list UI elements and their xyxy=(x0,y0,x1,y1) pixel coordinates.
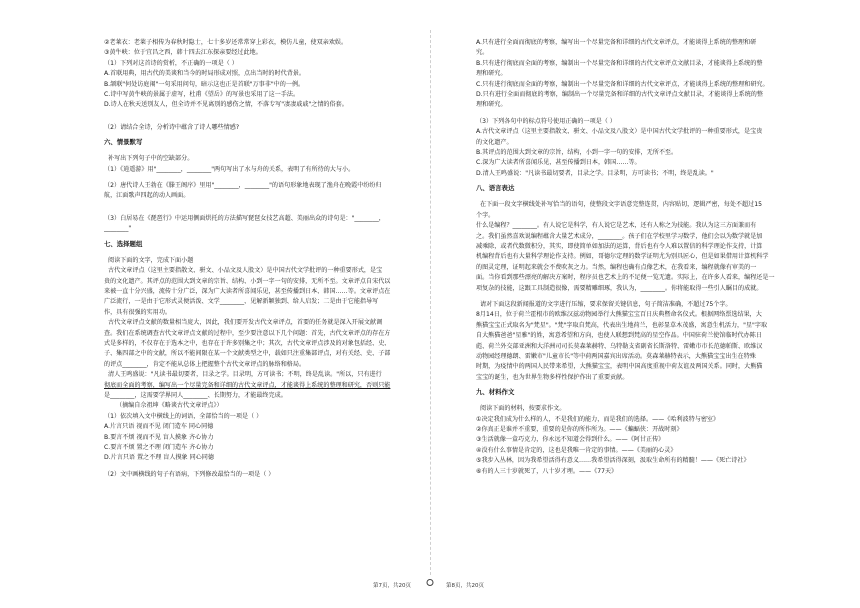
option-c: C.只有进行彻底而全面的考察，编制出一个尽量完备和详细的古代文章评点，才能谈得上系统的整理和研究。 xyxy=(476,80,769,88)
question-1-stem: （1）下列对这首诗的赏析，不正确的一项是（ ） xyxy=(104,59,238,67)
page-footer-right: 第8页，共20页 xyxy=(446,583,484,589)
programming-passage-line: 之。我们虽然喜欢说编程蕴含大量艺术成分，________。孩子们在学校里学习数学，他们会以为数学就是加 xyxy=(476,232,763,240)
fill-in-2-cont: 航，江面歌声四起的动人画面。 xyxy=(104,192,190,200)
fill-in-instruction: 补写出下列句子中的空缺部分。 xyxy=(108,155,194,163)
section-9-heading: 九、材料作文 xyxy=(476,388,515,397)
programming-passage-line: 机编程背后也有大量科学理论作支持。例如，哥德尔定理的数学证明尤为别具匠心，但是如果借用计算机科学 xyxy=(476,253,769,261)
programming-passage-line: 的图灵定理，证明起来就会不费吹灰之力。当然，编程也确有点像艺术，在我看来，编程就像有审美的一 xyxy=(476,263,757,271)
fill-in-3: （3）白居易在《琵琶行》中运用侧面烘托的方法描写琵琶女技艺高超、美丽出众的诗句是："________， xyxy=(104,214,385,222)
programming-passage-line: 项复杂的技能，这跟工具制造很像，需要精雕细琢，我认为，________。你将能取得一些引人瞩目的成就。 xyxy=(476,284,763,292)
news-line: 宝宝的诞生，也为世界生物多样性保护作出了重要贡献。 xyxy=(476,373,629,381)
sub-option-b: B.其评点的范围大到文章的宗旨，结构，小到一字一句的安排，无所不至。 xyxy=(476,149,678,157)
sub-option-b: B.要言不烦 视而不见 盲人摸象 齐心协力 xyxy=(104,433,214,441)
passage-underlined-line: 彻底而全面的考察，编写出一个尽量完备和详细的古代文章评点，才能谈得上系统的整理和研究，否则只能 xyxy=(104,381,391,389)
option-a-cont: 究。 xyxy=(476,49,489,57)
sub-question-3: （3）下列各句中的标点符号使用正确的一项是（ ） xyxy=(476,117,616,125)
news-line: 时期，为疫情中的两国人民带来希望，大熊猫宝宝，表明中国高度重视中荷友谊及两国关系。同时，大熊猫 xyxy=(476,363,763,371)
option-b-cont: 理和研究。 xyxy=(476,70,507,78)
passage-line: 古代文章评点（这里主要指散文、骈文、小品文及人股文）是中国古代文学批评的一种重要形式，是宝 xyxy=(108,267,383,275)
page-footer-left: 第7页，共20页 xyxy=(373,583,411,589)
quote-3: ③生活就像一盒巧克力，你永远不知道会得到什么。——《阿甘正传》 xyxy=(476,436,665,444)
language-task-2: 请对下面这段新闻报道的文字进行压缩，要求保留关键信息，句子简洁准确，不超过75个字。 xyxy=(480,300,732,308)
passage-line: 贵的文化遗产。其评点的范围大到文章的宗旨、结构、小到一字一句的安排，无所不至。文章评点自宋代以 xyxy=(104,277,391,285)
option-c: C.诗中写黄牛峡的景属于虚写，杜甫《望岳》的写景也采用了这一手法。 xyxy=(104,91,300,99)
news-line: 动物园经理德朗、雷嫩市"儿童市长"等中荷两国嘉宾出席活动。莫森莱赫特表示，大熊猫宝宝出生在特殊 xyxy=(476,352,756,360)
right-page xyxy=(430,0,860,608)
section-8-heading: 八、语言表达 xyxy=(476,184,515,193)
fill-in-1: （1）《逍遥游》用"________，________"两句写出了水与舟的关系，表明了有所待的大与小。 xyxy=(104,165,355,173)
passage-line: 广泛流行，一是由于它形式灵便活泼、文学________、见解新颖独到、给人启发；二是由于它能指导写 xyxy=(104,298,379,306)
passage-line: 子、集四部之中的文献，所以不能间限在某一个文献类型之中，载如只注重集部评点，对有关经、史、子部 xyxy=(104,350,391,358)
quote-6: ⑥有的人三十岁就死了，八十岁才埋。——《77天》 xyxy=(476,467,618,475)
news-line: 彪、荷兰外交部亚洲和大洋洲司司长莫森莱赫特、乌特勒支省副省长斯洛特、雷嫩市市长范德帕斯、欧维汉 xyxy=(476,342,763,350)
section-7-heading: 七、选择题组 xyxy=(104,239,143,248)
sub-option-d: D.片言只语 置之不理 盲人摸象 同心同德 xyxy=(104,454,214,462)
quote-5: ⑤我步入丛林，因为我希望活得有意义……我希望活得深刻，汲取生命所有的精髓！——《死亡诗社》 xyxy=(476,457,750,465)
news-line: 8月14日，位于荷兰霍根市的欧维汉兹动物园举行大熊猫宝宝百日庆典暨命名仪式。根据网络票选结果，大 xyxy=(476,311,762,319)
binding-circle-icon xyxy=(427,579,434,586)
news-line: 熊猫宝宝正式取名为"梵星"。"梵"字取自梵高，代表出生地荷兰，也彰显草木茂盛，寓意生机活力，"星"字取 xyxy=(476,321,768,329)
passage-line: 来被一直十分兴盛，流传十分广泛，深为广大读者所喜闻乐见，甚至传播到日本、韩国……等。文章评点在 xyxy=(104,287,391,295)
sub-option-a: A.古代文章评点（这里主要指散文、骈文、小品文及八股文）是中国古代文学批评的一种重要形式，是宝贵 xyxy=(476,128,763,136)
passage-line: 清人王鸣盛说："凡读书最切要者，目录之学。目录明，方可读书；不明，终是乱读。"所以，只有进行 xyxy=(108,371,382,379)
passage-line: 作，具有很强的实用功。 xyxy=(104,308,172,316)
note-3: ③黄牛峡：位于宜昌之西，韩十四去江东探亲要经过此地。 xyxy=(104,49,262,57)
sub-option-a-cont: 的文化遗产。 xyxy=(476,138,513,146)
passage-source: （摘编自佘祖坤《略谈古代文章评点》） xyxy=(116,402,223,410)
essay-instruction: 阅读下面的材料，按要求作文。 xyxy=(480,405,566,413)
quote-2: ②你真正是谁并不重要，重要的是你的所作所为。——《蝙蝠侠：开战时刻》 xyxy=(476,426,683,433)
sub-option-c: C.深为广大读者所喜闻乐见，甚至传播到日本，韩国……等。 xyxy=(476,159,641,167)
passage-line: 查。我们在系统调查古代文章评点文献的过程中，至少要注意以下几个问题：首先，古代文章评点的存在方 xyxy=(104,329,391,337)
reading-instruction: 阅读下面的文字，完成下面小题 xyxy=(108,256,194,264)
sub-option-c: C.要言不烦 置之不理 闭门造车 齐心协力 xyxy=(104,444,214,451)
sub-option-d: D.清人王鸣盛说："凡读书最切要者，目录之学。目录明，方可读书；不明，终是乱读。" xyxy=(476,169,714,177)
passage-line: 古代文章评点文献的数量相当庞大，因此，我们要开发古代文章评点，首要的任务就是深入开展文献调 xyxy=(108,319,383,327)
sub-option-a: A.片言只语 视而不见 闭门造车 同心同德 xyxy=(104,423,214,431)
quote-4: ④没有什么事情是肯定的，这也是我唯一肯定的事情。——《美丽的心灵》 xyxy=(476,446,677,454)
fill-in-3-cont: ________" xyxy=(104,225,132,233)
passage-line: 是________，这需要学界同人________、长期努力，才能最终完成。 xyxy=(104,391,287,399)
option-b: B.颔联"何处访庭闱"一句采用问句，暗示这也正是首联"万事非"中的一例。 xyxy=(104,80,305,88)
option-d-cont: 理和研究。 xyxy=(476,101,507,109)
language-task-1: 在下面一段文字横线处补写恰当的语句，使整段文字语意完整连贯，内容贴切，逻辑严密，每处不超过15 xyxy=(480,201,762,209)
option-a: A.只有进行全面而彻底的考察，编写出一个尽量完备和详细的古代文章评点，才能谈得上系统的整理和研 xyxy=(476,39,757,46)
sub-question-2: （2）文中画横线的句子有语病，下列修改最恰当的一项是（ ） xyxy=(104,470,275,478)
programming-passage-line: 什么是编程？________。有人说它是科学，有人说它是艺术，还有人称之为技能。我认为这三方面兼而有 xyxy=(476,222,757,230)
news-line: 自大熊猫爸爸"星雅"的姓，寓意希望和方向，也使人联想到梵高的星空作品。中国驻荷兰使馆临时代办陈日 xyxy=(476,332,762,340)
question-2-stem: （2）请结合全诗，分析诗中蕴含了诗人哪些情感? xyxy=(104,123,240,131)
option-a: A.首联用典，用古代的美谈和当今的时局形成对照，点出当时的时代背景。 xyxy=(104,70,305,78)
passage-line: 式是多样的，不仅存在于选本之中，也存在于许多别集之中；其次，古代文章评点涉及的对象包括经、史、 xyxy=(104,339,391,347)
passage-line: 的评点________，肯定不能从总体上把握整个古代文章评点的脉络和格局。 xyxy=(104,360,306,368)
note-2: ②老莱衣：老莱子相传为春秋时隐士，七十多岁还常常穿上彩衣，模仿儿童，使双亲欢娱。 xyxy=(104,39,348,46)
quote-1: ①决定我们成为什么样的人，不是我们的能力，而是我们的选择。——《哈利波特与密室》 xyxy=(476,415,720,423)
sub-question-1: （1）依次填入文中横线上的词语，全部恰当的一项是（ ） xyxy=(104,412,263,420)
programming-passage-line: 减乘除，或者代数微积分，其实，即使简单如加法的运算，背后也有令人难以置信的科学理论作支持，计算 xyxy=(476,242,763,250)
option-d: D.只有进行全面而彻底的考察，编制出一个尽量完备和详细的古代文章评点文献目录，才能谈得上系统的整 xyxy=(476,91,763,99)
option-b: B.只有进行彻底而全面的考察，编制出一个尽量完备和详细的古代文章评点文献目录，才能谈得上系统的整 xyxy=(476,59,763,67)
option-d: D.诗人在秋天送别友人，但全诗并不见离别的感伤之情，不落专写"凄凄戚戚"之情的俗套。 xyxy=(104,101,348,109)
fill-in-2: （2）唐代诗人王勃在《滕王阁序》里用"________，________"的语句形象地表现了渔舟在晚霞中纷纷归 xyxy=(104,182,382,190)
section-6-heading: 六、情景默写 xyxy=(104,138,143,147)
language-task-1-cont: 个字。 xyxy=(476,211,495,219)
programming-passage-line: 面。当你看到那些漂亮的解决方案时，程序员也艺术上的不足便一览无遗。实际上，在许多人看来，编程还是一 xyxy=(476,274,775,282)
